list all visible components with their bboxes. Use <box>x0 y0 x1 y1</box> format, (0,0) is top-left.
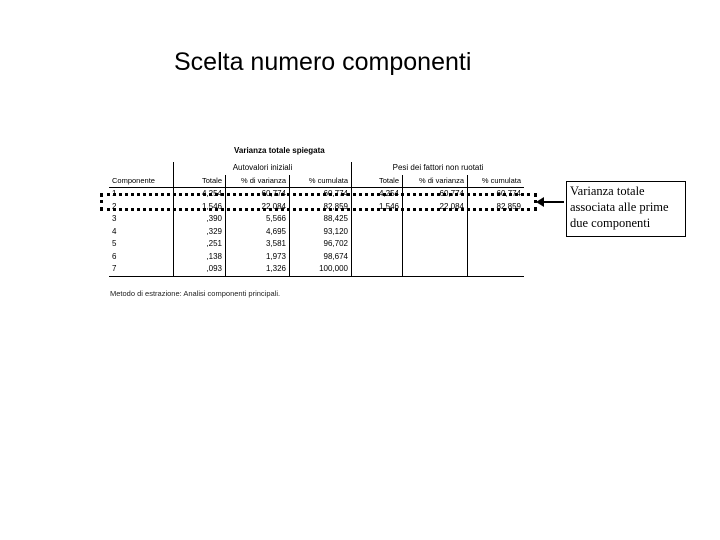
table-cell: 98,674 <box>290 251 352 264</box>
callout-box <box>566 181 686 237</box>
table-cell: ,093 <box>174 263 226 276</box>
table-cell: ,390 <box>174 213 226 226</box>
table-cell <box>352 213 403 226</box>
table-cell <box>468 238 525 251</box>
table-corner-cell <box>109 162 174 175</box>
table-cell <box>403 213 468 226</box>
table-cell: 88,425 <box>290 213 352 226</box>
table-cell: 4,254 <box>352 188 403 201</box>
column-header: % di varianza <box>226 175 290 188</box>
table-cell: 1,546 <box>174 201 226 214</box>
table-cell <box>468 251 525 264</box>
row-highlight-box <box>100 193 537 211</box>
table-cell <box>352 263 403 276</box>
callout-text: Varianza totale associata alle prime due componenti <box>570 184 669 230</box>
table-cell: 93,120 <box>290 226 352 239</box>
table-cell: 3,581 <box>226 238 290 251</box>
table-group-header-row <box>109 162 524 175</box>
callout-arrow-line <box>541 201 564 203</box>
arrow-left-icon <box>536 197 544 207</box>
table-cell: 100,000 <box>290 263 352 276</box>
table-cell <box>403 263 468 276</box>
table-cell: 60,774 <box>403 188 468 201</box>
table-cell: 22,084 <box>403 201 468 214</box>
table-row <box>109 238 524 251</box>
table-cell <box>352 251 403 264</box>
table-cell <box>468 213 525 226</box>
table-cell: ,251 <box>174 238 226 251</box>
table-cell: 1,326 <box>226 263 290 276</box>
table-cell <box>352 238 403 251</box>
table-cell: 1,973 <box>226 251 290 264</box>
column-header: Componente <box>109 175 174 188</box>
table-cell: ,138 <box>174 251 226 264</box>
table-cell: 60,774 <box>496 189 521 198</box>
table-cell <box>403 226 468 239</box>
table-cell: 5,566 <box>226 213 290 226</box>
column-header: % cumulata <box>290 175 352 188</box>
variance-table-image <box>108 140 534 300</box>
table-row <box>109 213 524 226</box>
table-cell: 82,859 <box>496 201 521 211</box>
table-cell: 60,774 <box>226 188 290 201</box>
table-cell: 4,695 <box>226 226 290 239</box>
table-cell <box>403 238 468 251</box>
table-cell <box>403 251 468 264</box>
table-row <box>109 226 524 239</box>
group-header-extracted: Pesi dei fattori non ruotati <box>392 163 484 172</box>
table-cell: 60,774 <box>290 188 352 201</box>
table-cell: 22,084 <box>226 201 290 214</box>
column-header: % cumulata <box>468 175 525 188</box>
column-header: % di varianza <box>403 175 468 188</box>
table-cell <box>352 226 403 239</box>
table-caption: Varianza totale spiegata <box>234 146 325 155</box>
slide-title: Scelta numero componenti <box>174 48 472 76</box>
column-header: Totale <box>352 175 403 188</box>
table-column-header-row <box>109 175 524 188</box>
table-cell <box>468 226 525 239</box>
table-cell: 4 <box>109 226 174 239</box>
table-cell: 5 <box>109 238 174 251</box>
table-footnote: Metodo di estrazione: Analisi componenti principali. <box>110 289 281 298</box>
table-cell: 4,254 <box>174 188 226 201</box>
table-cell: 1,546 <box>352 201 403 214</box>
table-cell: ,329 <box>174 226 226 239</box>
column-header: Totale <box>174 175 226 188</box>
table-row <box>109 263 524 276</box>
group-header-initial: Autovalori iniziali <box>174 162 352 175</box>
table-cell: 6 <box>109 251 174 264</box>
variance-table <box>109 162 524 277</box>
table-cell: 1 <box>109 188 174 201</box>
table-row <box>109 251 524 264</box>
table-cell: 3 <box>109 213 174 226</box>
table-cell: 96,702 <box>290 238 352 251</box>
table-cell: 7 <box>109 263 174 276</box>
table-cell <box>468 263 525 276</box>
table-cell: 82,859 <box>290 201 352 214</box>
table-cell: 2 <box>109 201 174 214</box>
